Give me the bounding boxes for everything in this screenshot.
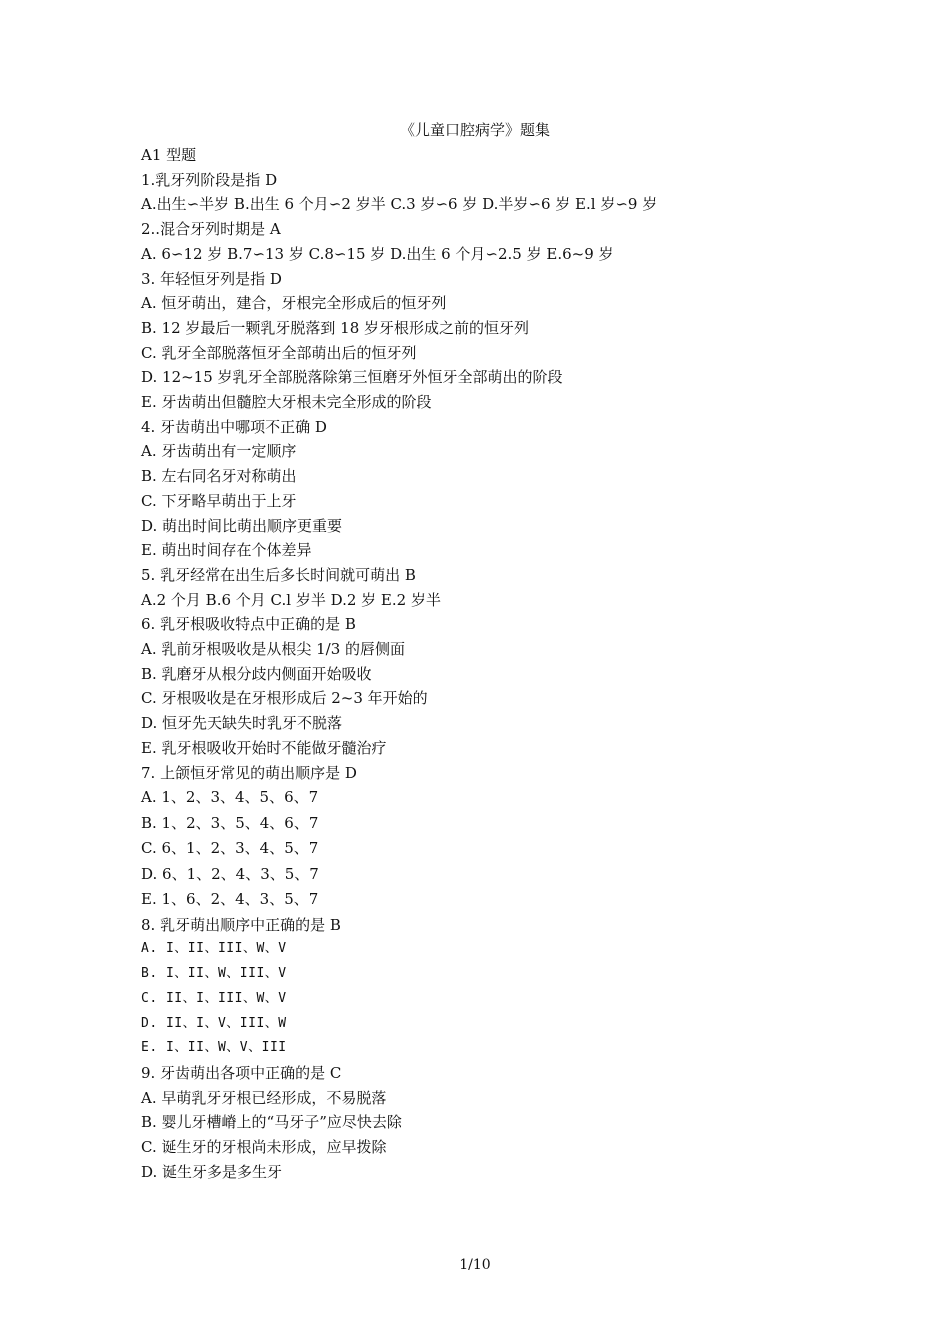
option-line: A. 牙齿萌出有一定顺序	[141, 442, 297, 461]
question-line: 1.乳牙列阶段是指 D	[141, 170, 278, 189]
option-line: B. 左右同名牙对称萌出	[141, 467, 297, 486]
option-line: C. 乳牙全部脱落恒牙全部萌出后的恒牙列	[141, 343, 417, 362]
document-title: 《儿童口腔病学》题集	[399, 121, 550, 139]
option-line: D. 萌出时间比萌出顺序更重要	[141, 516, 343, 535]
option-line: C. II、I、III、W、V	[141, 990, 287, 1006]
option-line: D. 12~15 岁乳牙全部脱落除第三恒磨牙外恒牙全部萌出的阶段	[141, 368, 563, 387]
option-line: A. 乳前牙根吸收是从根尖 1/3 的唇侧面	[141, 640, 406, 659]
question-line: 8. 乳牙萌出顺序中正确的是 B	[141, 915, 341, 934]
option-line: D. 恒牙先天缺失时乳牙不脱落	[141, 714, 343, 733]
option-line: A.2 个月 B.6 个月 C.l 岁半 D.2 岁 E.2 岁半	[141, 590, 441, 609]
option-line: B. 乳磨牙从根分歧内侧面开始吸收	[141, 664, 372, 683]
option-line: B. 婴儿牙槽嵴上的“马牙子”应尽快去除	[141, 1113, 402, 1132]
option-line: B. 1、2、3、5、4、6、7	[141, 813, 319, 832]
question-content	[141, 143, 811, 1185]
question-line: 4. 牙齿萌出中哪项不正确 D	[141, 417, 327, 436]
option-line: A. 6∽12 岁 B.7∽13 岁 C.8∽15 岁 D.出生 6 个月∽2.5 岁 E.6~9 岁	[141, 244, 614, 263]
question-line: 5. 乳牙经常在出生后多长时间就可萌出 B	[141, 565, 416, 584]
option-line: D. 6、1、2、4、3、5、7	[141, 864, 319, 883]
option-line: E. 萌出时间存在个体差异	[141, 541, 312, 560]
option-line: E. I、II、W、V、III	[141, 1040, 287, 1056]
question-line: 9. 牙齿萌出各项中正确的是 C	[141, 1064, 342, 1082]
option-line: C. 下牙略早萌出于上牙	[141, 491, 297, 510]
option-line: E. 1、6、2、4、3、5、7	[141, 890, 319, 909]
option-line: A. I、II、III、W、V	[141, 941, 287, 957]
section-heading: A1 型题	[141, 146, 197, 164]
option-line: A. 早萌乳牙牙根已经形成，不易脱落	[141, 1088, 387, 1107]
option-line: C. 牙根吸收是在牙根形成后 2~3 年开始的	[141, 689, 428, 708]
question-line: 7. 上颌恒牙常见的萌出顺序是 D	[141, 763, 357, 782]
option-line: D. 诞生牙多是多生牙	[141, 1162, 283, 1181]
question-line: 3. 年轻恒牙列是指 D	[141, 269, 282, 288]
option-line: C. 6、1、2、3、4、5、7	[141, 839, 319, 858]
option-line: A.出生∽半岁 B.出生 6 个月∽2 岁半 C.3 岁∽6 岁 D.半岁∽6 岁 E.l 岁∽9 岁	[141, 195, 658, 214]
question-line: 2..混合牙列时期是 A	[141, 220, 281, 239]
option-line: A. 1、2、3、4、5、6、7	[141, 788, 319, 807]
option-line: E. 牙齿萌出但髓腔大牙根未完全形成的阶段	[141, 393, 432, 412]
option-line: B. I、II、W、III、V	[141, 966, 287, 982]
option-line: A. 恒牙萌出，建合，牙根完全形成后的恒牙列	[141, 294, 447, 313]
page-number: 1/10	[459, 1257, 491, 1273]
option-line: B. 12 岁最后一颗乳牙脱落到 18 岁牙根形成之前的恒牙列	[141, 318, 530, 337]
option-line: C. 诞生牙的牙根尚未形成，应早拨除	[141, 1138, 387, 1157]
option-line: E. 乳牙根吸收开始时不能做牙髓治疗	[141, 738, 387, 757]
option-line: D. II、I、V、III、W	[141, 1015, 287, 1031]
question-line: 6. 乳牙根吸收特点中正确的是 B	[141, 615, 356, 634]
